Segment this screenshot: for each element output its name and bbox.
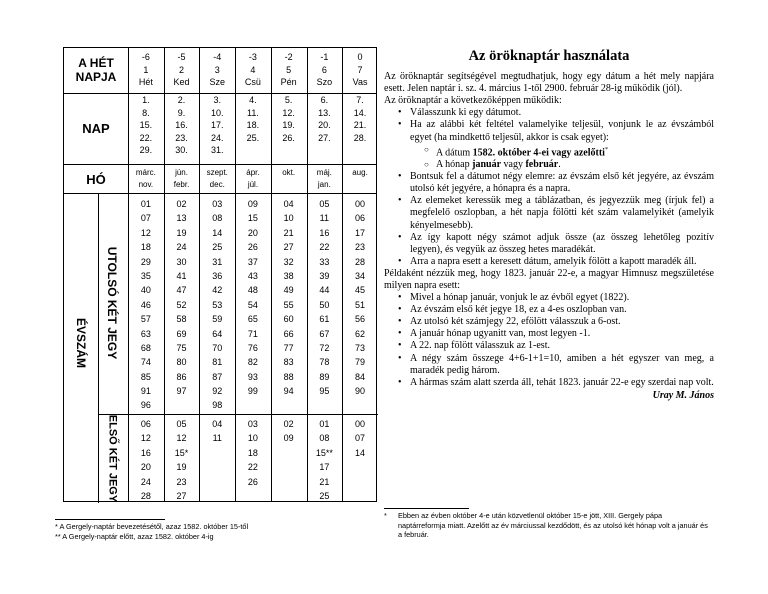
last-two-digits-column-cell: 57 (140, 314, 151, 325)
footnote-rule (55, 519, 165, 520)
month-column-cell: ápr. (246, 168, 260, 177)
article-title: Az öröknaptár használata (468, 48, 630, 64)
last-two-digits-column-cell: 38 (283, 270, 294, 281)
first-two-digits-column-cell: 22 (247, 462, 258, 473)
last-two-digits-column-cell: 23 (355, 242, 366, 253)
last-two-digits-column-cell: 07 (140, 213, 151, 224)
month-column-cell: aug. (352, 168, 368, 177)
weekday-header-column (128, 51, 164, 89)
last-two-digits-column-cell: 46 (140, 299, 151, 310)
day-column-cell: 28. (353, 132, 367, 143)
step-item: • Az így kapott négy számot adjuk össze (az összeg lehetőleg pozitív legyen), és vegyük az összeg hetes maradékát. (410, 232, 714, 256)
first-two-digits-column-cell: 15** (315, 447, 333, 458)
first-two-digits-column-cell: 00 (355, 419, 366, 429)
last-two-digits-column (164, 197, 200, 398)
month-column-cell: jan. (317, 180, 331, 189)
month-column (199, 167, 235, 191)
day-column (164, 94, 200, 157)
last-two-digits-column-cell: 67 (319, 328, 330, 339)
last-two-digits-column-cell: 92 (212, 386, 223, 397)
day-column-cell: 14. (353, 107, 367, 118)
last-two-digits-column-cell: 00 (355, 199, 366, 209)
last-two-digits-column-cell: 17 (355, 227, 366, 238)
last-two-digits-column-cell: 68 (140, 342, 151, 353)
day-column-cell: 9. (177, 107, 186, 118)
last-two-digits-column-cell: 20 (247, 227, 258, 238)
first-two-digits-column-cell: 19 (176, 462, 187, 473)
last-two-digits-column-cell: 13 (176, 213, 187, 224)
last-two-digits-column (271, 197, 307, 398)
last-two-digits-column-cell: 72 (319, 342, 330, 353)
first-two-digits-column-cell: 01 (319, 419, 330, 429)
month-column-cell: máj. (316, 168, 332, 177)
last-two-digits-column-cell: 30 (176, 256, 187, 267)
first-two-digits-column-cell: 10 (247, 433, 258, 444)
weekday-index: 5 (286, 64, 292, 75)
last-two-digits-column-cell: 14 (212, 227, 223, 238)
last-two-digits-column-cell: 18 (140, 242, 151, 253)
weekday-header-column (235, 51, 271, 89)
first-two-digits-column-cell: 23 (176, 476, 187, 487)
first-two-digits-column-cell: 28 (140, 490, 151, 501)
first-two-digits-column (271, 417, 307, 446)
first-two-digits-column-cell: 02 (283, 419, 294, 429)
day-column-cell: 20. (318, 120, 331, 130)
last-two-digits-column-cell: 31 (212, 256, 223, 267)
day-column (235, 94, 271, 144)
last-two-digits-column-cell: 93 (247, 371, 258, 382)
last-two-digits-column-cell: 76 (247, 342, 258, 353)
month-row-label: HÓ (86, 172, 106, 187)
last-two-digits-column-cell: 24 (176, 242, 187, 253)
table-divider (98, 414, 378, 415)
weekday-offset: -1 (320, 52, 329, 62)
example-item: • A hármas szám alatt szerda áll, tehát 1823. január 22-e egy szerdai nap volt. (410, 377, 714, 389)
weekday-index: 6 (321, 64, 327, 75)
day-column (342, 94, 378, 144)
weekday-header-column (164, 51, 200, 89)
last-two-digits-column-cell: 86 (176, 371, 187, 382)
day-column-cell: 11. (247, 107, 259, 118)
last-two-digits-column-cell: 73 (355, 342, 366, 353)
first-two-digits-column-cell: 27 (176, 490, 187, 501)
weekday-header-column (342, 51, 378, 89)
last-two-digits-column-cell: 88 (283, 371, 294, 382)
day-column-cell: 29. (139, 145, 153, 155)
last-two-digits-column-cell: 59 (212, 314, 223, 325)
month-column-cell: márc. (135, 168, 156, 177)
table-divider (64, 193, 376, 194)
day-column-cell: 6. (320, 95, 329, 105)
last-two-digits-column-cell: 10 (283, 213, 294, 224)
example-list (384, 292, 714, 389)
first-two-digits-column-cell: 20 (140, 462, 151, 473)
example-item: • A négy szám összege 4+6-1+1=10, amiben a hét egyszer van meg, a maradék pedig három. (410, 353, 714, 377)
perpetual-calendar-table (63, 47, 377, 502)
last-two-digits-column-cell: 94 (283, 386, 294, 397)
weekday-wday: Csü (244, 77, 261, 87)
weekday-offset: 0 (357, 52, 363, 62)
footnote-gregorian-after: * A Gergely-naptár bevezetésétől, azaz 1582. október 15-től (55, 522, 249, 531)
first-two-digits-column-cell: 04 (212, 419, 223, 429)
steps-list (384, 171, 714, 268)
last-two-digits-column-cell: 26 (247, 242, 258, 253)
last-two-digits-column-cell: 75 (176, 342, 187, 353)
last-two-digits-column-cell: 52 (176, 299, 187, 310)
last-two-digits-column-cell: 81 (212, 357, 223, 368)
last-two-digits-column-cell: 53 (212, 299, 223, 310)
last-two-digits-column (128, 197, 164, 413)
day-column-cell: 27. (318, 132, 331, 143)
month-column (164, 167, 200, 191)
weekday-wday: Sze (209, 77, 225, 87)
first-two-digits-column-cell: 17 (319, 462, 330, 473)
last-two-digits-column-cell: 40 (140, 285, 151, 296)
condition-item: ○ A hónap január vagy február. (436, 159, 714, 171)
last-two-digits-column-cell: 43 (247, 270, 258, 281)
last-two-digits-column-cell: 65 (247, 314, 258, 325)
last-two-digits-column-cell: 42 (212, 285, 223, 296)
last-two-digits-column-cell: 35 (140, 270, 151, 281)
weekday-offset: -3 (248, 52, 257, 62)
month-column-cell: szept. (206, 168, 228, 177)
first-two-digits-column-cell: 18 (247, 447, 258, 458)
step-item: • Ha az alábbi két feltétel valamelyike teljesül, vonjunk le az évszámból egyet (ha mindkettő teljesül, akkor is csak egyet): (410, 119, 714, 143)
month-column (342, 167, 378, 179)
last-two-digits-column-cell: 06 (355, 213, 366, 224)
last-two-digits-column-cell: 48 (247, 285, 258, 296)
last-two-digits-column-cell: 28 (355, 256, 366, 267)
last-two-digits-column-cell: 19 (176, 227, 187, 238)
intro-paragraph: Az öröknaptár segítségével megtudhatjuk, hogy egy dátum a hét mely napjára esett. Jelen naptár i. sz. 4. március 1-től 2900. február 28-ig működik (jól). (384, 71, 714, 95)
last-two-digits-column-cell: 01 (140, 199, 151, 209)
last-two-digits-column-cell: 21 (283, 227, 294, 238)
last-two-digits-column-cell: 51 (355, 299, 366, 310)
first-two-digits-column (128, 417, 164, 503)
first-two-digits-column-cell: 11 (212, 433, 222, 444)
first-two-digits-column-cell: 12 (140, 433, 151, 444)
weekday-wday: Pén (280, 77, 297, 87)
weekday-offset: -2 (284, 52, 293, 62)
last-two-digits-column-cell: 22 (319, 242, 330, 253)
last-two-digits-column-cell: 70 (212, 342, 223, 353)
day-column-cell: 31. (210, 145, 224, 155)
day-column-cell: 13. (318, 107, 331, 118)
footnote-right: Ebben az évben október 4-e után közvetlenül október 15-e jött, XIII. Gergely pápa naptárreformja miatt. Azelőtt az év márciussal kezdődött, és az utolsó két hónap volt a január és a február. (398, 511, 708, 539)
table-divider (64, 164, 376, 165)
first-two-digits-column-cell: 15* (174, 447, 189, 458)
day-column-cell: 30. (175, 145, 188, 155)
last-two-digits-column-cell: 62 (355, 328, 366, 339)
weekday-header-column (199, 51, 235, 89)
last-two-digits-label: UTOLSÓ KÉT JEGY (105, 246, 119, 360)
last-two-digits-column-cell: 87 (212, 371, 223, 382)
first-two-digits-column-cell: 05 (176, 419, 187, 429)
first-two-digits-column-cell: 14 (355, 447, 366, 458)
last-two-digits-column (235, 197, 271, 398)
last-two-digits-column-cell: 97 (176, 386, 187, 397)
first-two-digits-column-cell: 25 (319, 490, 330, 501)
last-two-digits-column-cell: 33 (319, 256, 330, 267)
day-column (271, 94, 307, 144)
last-two-digits-column-cell: 41 (176, 270, 187, 281)
footnote-left (55, 522, 375, 541)
last-two-digits-column-cell: 60 (283, 314, 294, 325)
last-two-digits-column-cell: 74 (140, 357, 151, 368)
month-column (128, 167, 164, 191)
step-item: • Bontsuk fel a dátumot négy elemre: az évszám első két jegyére, az évszám utolsó két jegyére, a hónapra és a napra. (410, 171, 714, 195)
month-column-cell: febr. (173, 180, 190, 189)
author-signature: Uray M. János (652, 389, 714, 401)
conditions-list (384, 144, 714, 172)
day-row-label: NAP (82, 121, 110, 136)
last-two-digits-column-cell: 89 (319, 371, 330, 382)
day-column-cell: 3. (213, 95, 221, 105)
weekday-header-column (271, 51, 307, 89)
last-two-digits-column-cell: 12 (140, 227, 151, 238)
last-two-digits-column-cell: 32 (283, 256, 294, 267)
day-column-cell: 5. (284, 95, 293, 105)
first-two-digits-column-cell: 03 (247, 419, 258, 429)
first-two-digits-column-cell: 09 (283, 433, 294, 444)
last-two-digits-column-cell: 05 (319, 199, 330, 209)
last-two-digits-column-cell: 45 (355, 285, 366, 296)
example-item: • A 22. nap fölött válasszuk az 1-est. (410, 340, 714, 352)
first-two-digits-column-cell: 24 (140, 476, 151, 487)
weekday-offset: -6 (141, 52, 150, 62)
weekday-index: 4 (250, 64, 256, 75)
footnote-gregorian-before: ** A Gergely-naptár előtt, azaz 1582. október 4-ig (55, 531, 214, 541)
day-column-cell: 24. (210, 132, 224, 143)
last-two-digits-column-cell: 11 (319, 213, 330, 224)
last-two-digits-column-cell: 44 (319, 285, 330, 296)
day-column-cell: 21. (353, 120, 367, 130)
last-two-digits-column-cell: 29 (140, 256, 151, 267)
first-two-digits-column-cell: 21 (319, 476, 330, 487)
last-two-digits-column-cell: 58 (176, 314, 187, 325)
last-two-digits-column-cell: 85 (140, 371, 151, 382)
last-two-digits-column-cell: 03 (212, 199, 223, 209)
month-column-cell: dec. (209, 180, 225, 189)
first-two-digits-column-cell: 16 (140, 447, 151, 458)
last-two-digits-column-cell: 79 (355, 357, 366, 368)
last-two-digits-column-cell: 54 (247, 299, 258, 310)
example-intro: Példaként nézzük meg, hogy 1823. január 22-e, a magyar Himnusz megszületése milyen napra esett: (384, 267, 714, 292)
weekday-row-label: A HÉT NAPJA (75, 56, 117, 84)
step-item: • Válasszunk ki egy dátumot. (410, 107, 714, 119)
first-two-digits-column (307, 417, 343, 503)
last-two-digits-column-cell: 61 (319, 314, 330, 325)
weekday-index: 7 (357, 64, 363, 75)
day-column-cell: 26. (282, 132, 295, 143)
last-two-digits-column-cell: 04 (283, 199, 294, 209)
last-two-digits-column-cell: 56 (355, 314, 366, 325)
last-two-digits-column-cell: 99 (247, 386, 258, 397)
last-two-digits-column-cell: 95 (319, 386, 330, 397)
last-two-digits-column-cell: 47 (176, 285, 187, 296)
day-column (307, 94, 343, 144)
day-column-cell: 2. (177, 95, 186, 105)
last-two-digits-column-cell: 37 (247, 256, 258, 267)
last-two-digits-column-cell: 16 (319, 227, 330, 238)
day-column-cell: 17. (210, 120, 224, 130)
day-column-cell: 7. (356, 95, 364, 105)
month-column-cell: jún. (175, 168, 188, 177)
first-two-digits-column (342, 417, 378, 460)
last-two-digits-column-cell: 49 (283, 285, 294, 296)
usage-article (384, 50, 714, 402)
month-column-cell: nov. (138, 180, 154, 189)
step-item: • Az elemeket keressük meg a táblázatban, és jegyezzük meg (írjuk fel) a megfelelő oszlopban, a hét napja fölötti két szám valamelyikét (amelyik kényelmesebb). (410, 195, 714, 231)
day-column-cell: 12. (282, 107, 295, 118)
day-column-cell: 10. (210, 107, 224, 118)
last-two-digits-column-cell: 55 (283, 299, 294, 310)
last-two-digits-column-cell: 36 (212, 270, 223, 281)
last-two-digits-column-cell: 69 (176, 328, 187, 339)
last-two-digits-column-cell: 15 (247, 213, 258, 224)
steps-list (384, 107, 714, 143)
weekday-index: 1 (143, 64, 149, 75)
day-column-cell: 15. (139, 120, 153, 130)
condition-item: ○ A dátum 1582. október 4-ei vagy azelőtti* (436, 144, 714, 159)
day-column-cell: 25. (246, 132, 260, 143)
last-two-digits-column-cell: 98 (212, 400, 223, 411)
last-two-digits-column-cell: 02 (176, 199, 187, 209)
weekday-offset: -5 (177, 52, 186, 62)
last-two-digits-column-cell: 25 (212, 242, 223, 253)
weekday-wday: Ked (173, 77, 190, 87)
day-column-cell: 16. (175, 120, 188, 130)
example-item: • A január hónap ugyanitt van, most legyen -1. (410, 328, 714, 340)
last-two-digits-column-cell: 71 (247, 328, 258, 339)
footnote-rule (384, 508, 469, 509)
last-two-digits-column-cell: 27 (283, 242, 294, 253)
example-item: • Mivel a hónap január, vonjuk le az évből egyet (1822). (410, 292, 714, 304)
day-column (128, 94, 164, 157)
day-column (199, 94, 235, 157)
last-two-digits-column-cell: 08 (212, 213, 223, 224)
last-two-digits-column-cell: 83 (283, 357, 294, 368)
last-two-digits-column (307, 197, 343, 398)
weekday-index: 2 (179, 64, 185, 75)
month-column (307, 167, 343, 191)
last-two-digits-column (342, 197, 378, 398)
table-divider (98, 193, 99, 503)
first-two-digits-column (235, 417, 271, 489)
day-column-cell: 23. (175, 132, 188, 143)
last-two-digits-column (199, 197, 235, 413)
month-column (271, 167, 307, 179)
weekday-wday: Szo (316, 77, 333, 87)
weekday-header-column (307, 51, 343, 89)
example-item: • Az évszám első két jegye 18, ez a 4-es oszlopban van. (410, 304, 714, 316)
first-two-digits-column (199, 417, 235, 446)
weekday-wday: Hét (138, 77, 153, 87)
first-two-digits-column-cell: 06 (140, 419, 151, 429)
month-column-cell: okt. (282, 168, 296, 177)
last-two-digits-column-cell: 77 (283, 342, 294, 353)
last-two-digits-column-cell: 39 (319, 270, 330, 281)
footnote-marker: * (384, 511, 387, 520)
weekday-offset: -4 (213, 52, 222, 62)
last-two-digits-column-cell: 50 (319, 299, 330, 310)
day-column-cell: 18. (246, 120, 260, 130)
first-two-digits-column-cell: 12 (176, 433, 187, 444)
last-two-digits-column-cell: 96 (140, 400, 151, 411)
last-two-digits-column-cell: 84 (355, 371, 366, 382)
year-row-label: ÉVSZÁM (74, 317, 88, 368)
weekday-wday: Vas (352, 77, 368, 87)
how-it-works: Az öröknaptár a következőképpen működik: (384, 95, 562, 107)
last-two-digits-column-cell: 91 (140, 386, 151, 397)
last-two-digits-column-cell: 09 (247, 199, 258, 209)
last-two-digits-column-cell: 82 (247, 357, 258, 368)
first-two-digits-label: ELSŐ KÉT JEGY (106, 414, 119, 503)
first-two-digits-column (164, 417, 200, 503)
day-column-cell: 22. (139, 132, 153, 143)
example-item: • Az utolsó két számjegy 22, efölött válasszuk a 6-ost. (410, 316, 714, 328)
last-two-digits-column-cell: 90 (355, 386, 366, 397)
month-column-cell: júl. (247, 180, 259, 189)
first-two-digits-column-cell: 08 (319, 433, 330, 444)
last-two-digits-column-cell: 80 (176, 357, 187, 368)
day-column-cell: 19. (282, 120, 295, 130)
first-two-digits-column-cell: 07 (355, 433, 366, 444)
last-two-digits-column-cell: 66 (283, 328, 294, 339)
day-column-cell: 1. (142, 95, 150, 105)
first-two-digits-column-cell: 26 (247, 476, 258, 487)
last-two-digits-column-cell: 78 (319, 357, 330, 368)
last-two-digits-column-cell: 64 (212, 328, 223, 339)
last-two-digits-column-cell: 34 (355, 270, 366, 281)
month-column (235, 167, 271, 191)
weekday-index: 3 (214, 64, 220, 75)
day-column-cell: 4. (249, 95, 257, 105)
last-two-digits-column-cell: 63 (140, 328, 151, 339)
step-item: • Arra a napra esett a keresett dátum, amelyik fölött a kapott maradék áll. (410, 256, 714, 268)
day-column-cell: 8. (142, 107, 150, 118)
